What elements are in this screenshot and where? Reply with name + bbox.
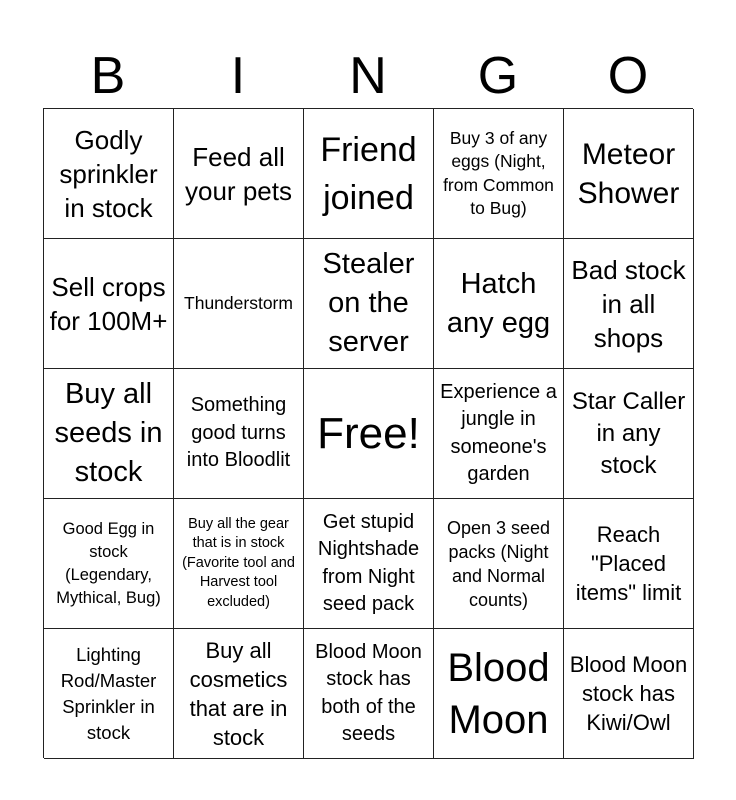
- header-letter-g: G: [477, 47, 519, 105]
- bingo-cell[interactable]: [434, 369, 564, 499]
- bingo-cell[interactable]: [434, 499, 564, 629]
- free-space-cell[interactable]: [304, 369, 434, 499]
- bingo-cell[interactable]: [564, 369, 694, 499]
- bingo-cell[interactable]: [174, 629, 304, 759]
- bingo-cell[interactable]: [564, 109, 694, 239]
- cell-text: Experience a jungle in someone's garden: [440, 380, 557, 485]
- cell-text: Stealer on the server: [322, 248, 415, 358]
- cell-text: Get stupid Nightshade from Night seed pack: [317, 510, 420, 615]
- cell-text: Star Caller in any stock: [571, 387, 686, 479]
- header-letter-i: I: [230, 47, 246, 105]
- cell-text: Blood Moon stock has Kiwi/Owl: [569, 652, 688, 735]
- cell-text: Bad stock in all shops: [571, 254, 686, 353]
- free-space-text: Free!: [317, 408, 420, 458]
- bingo-cell[interactable]: [44, 239, 174, 369]
- cell-text: Blood Moon stock has both of the seeds: [315, 640, 422, 745]
- bingo-header: [43, 44, 693, 108]
- bingo-cell[interactable]: [44, 109, 174, 239]
- cell-text: Buy all cosmetics that are in stock: [189, 637, 288, 750]
- bingo-cell[interactable]: [44, 499, 174, 629]
- bingo-board: [43, 108, 693, 758]
- bingo-cell[interactable]: [174, 239, 304, 369]
- cell-text: Godly sprinkler in stock: [59, 124, 158, 223]
- bingo-cell[interactable]: [434, 109, 564, 239]
- bingo-cell[interactable]: [174, 499, 304, 629]
- header-letter-n: N: [349, 47, 387, 105]
- cell-text: Buy all the gear that is in stock (Favorite tool and Harvest tool excluded): [182, 515, 295, 610]
- bingo-cell[interactable]: [564, 629, 694, 759]
- cell-text: Friend joined: [320, 130, 417, 217]
- bingo-cell[interactable]: [44, 629, 174, 759]
- header-letter-b: B: [90, 47, 126, 105]
- bingo-cell[interactable]: [174, 109, 304, 239]
- cell-text: Something good turns into Bloodlit: [186, 394, 291, 472]
- cell-text: Thunderstorm: [184, 292, 293, 313]
- bingo-cell[interactable]: [434, 239, 564, 369]
- cell-text: Feed all your pets: [185, 141, 292, 206]
- cell-text: Open 3 seed packs (Night and Normal counts): [446, 517, 551, 610]
- bingo-cell[interactable]: [564, 239, 694, 369]
- bingo-cell[interactable]: [434, 629, 564, 759]
- cell-text: Lighting Rod/Master Sprinkler in stock: [60, 643, 157, 743]
- header-letter-o: O: [607, 47, 649, 105]
- bingo-cell[interactable]: [564, 499, 694, 629]
- cell-text: Hatch any egg: [446, 267, 551, 339]
- cell-text: Buy 3 of any eggs (Night, from Common to Bug): [443, 127, 554, 218]
- cell-text: Good Egg in stock (Legendary, Mythical, Bug): [56, 519, 161, 607]
- bingo-cell[interactable]: [44, 369, 174, 499]
- cell-text: Blood Moon: [447, 645, 550, 742]
- bingo-cell[interactable]: [304, 239, 434, 369]
- bingo-cell[interactable]: [304, 629, 434, 759]
- cell-text: Meteor Shower: [577, 137, 680, 210]
- bingo-cell[interactable]: [304, 499, 434, 629]
- bingo-cell[interactable]: [174, 369, 304, 499]
- cell-text: Reach "Placed items" limit: [575, 522, 682, 605]
- cell-text: Sell crops for 100M+: [49, 271, 168, 336]
- cell-text: Buy all seeds in stock: [54, 378, 163, 488]
- bingo-cell[interactable]: [304, 109, 434, 239]
